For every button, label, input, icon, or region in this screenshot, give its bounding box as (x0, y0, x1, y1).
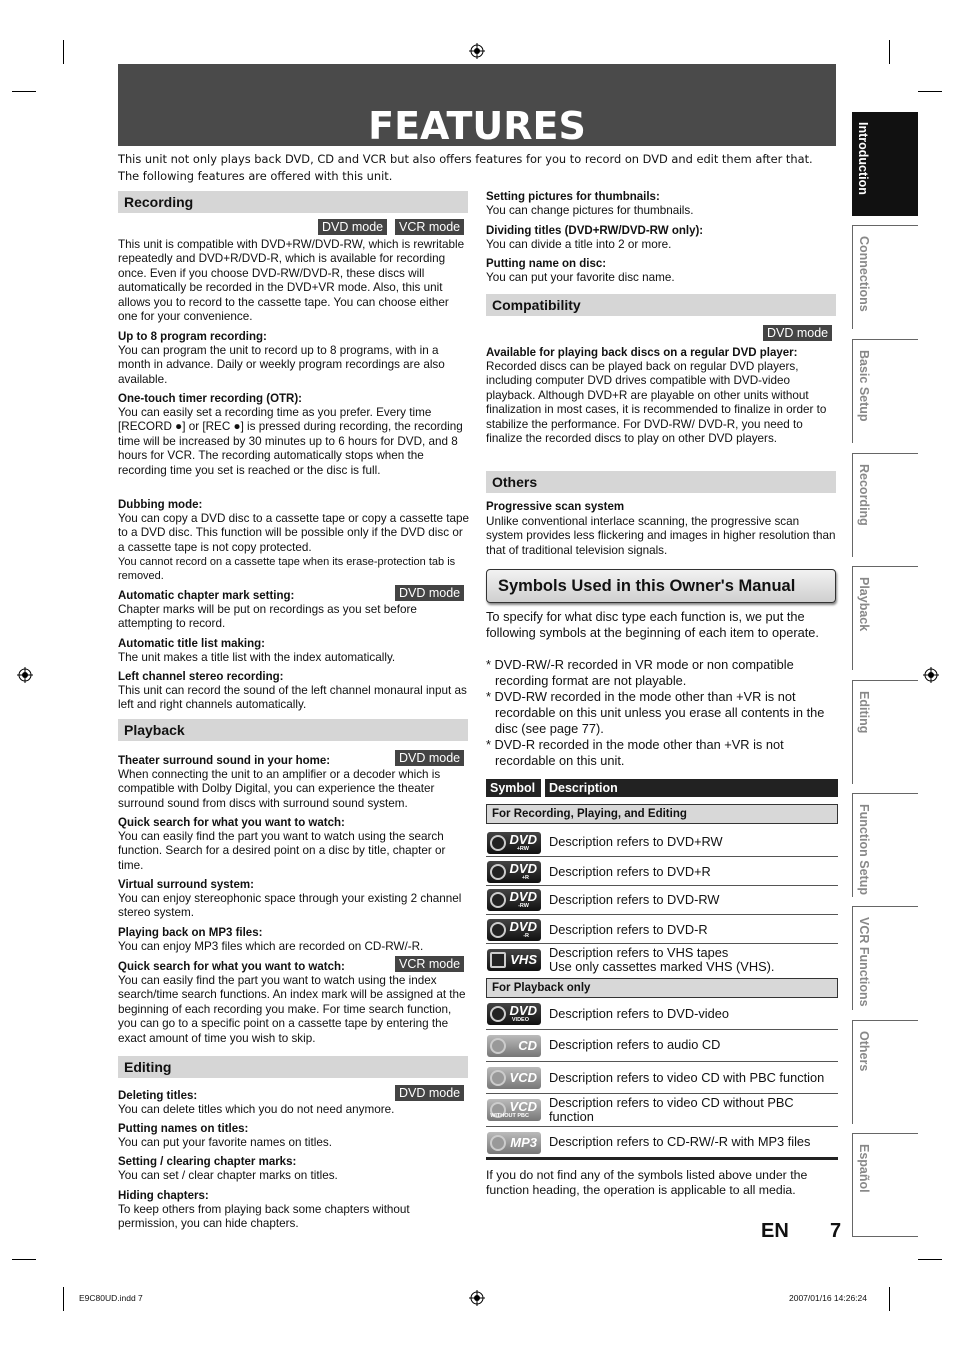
crop-mark (63, 1287, 64, 1311)
feature-title: Quick search for what you want to watch: (118, 817, 345, 829)
dvd-mode-badge: DVD mode (763, 325, 832, 341)
table-row (486, 944, 838, 977)
feature-body: You can set / clear chapter marks on titles. (118, 1169, 338, 1182)
audio-cd-icon: CD (487, 1035, 541, 1057)
crop-mark (918, 1259, 942, 1260)
tab-playback[interactable]: Playback (852, 566, 918, 670)
feature-body: You can enjoy stereophonic space through your existing 2 channel stereo system. (118, 892, 462, 920)
symbol-column-header: Symbol (486, 779, 541, 797)
symbols-note: * DVD-R recorded in the mode other than +VR is not recordable on this unit. (486, 737, 784, 768)
feature-title: Dubbing mode: (118, 499, 203, 511)
feature-title: Progressive scan system (486, 501, 625, 513)
symbol-description: Description refers to DVD-video (549, 1006, 729, 1021)
feature-title: One-touch timer recording (OTR): (118, 393, 302, 405)
feature-body: You can easily set a recording time as you prefer. Every time [RECORD ●] or [REC ●] is pressed during recording, the recording time will be increased by 30 minutes up to 6 hours for DVD, and 8 hours for VCR. The recording automatically stops when the recording time you set is reached or the disc is full. (118, 406, 463, 477)
feature-title: Playing back on MP3 files: (118, 927, 263, 939)
symbol-description: Description refers to DVD-RW (549, 892, 720, 907)
feature-body: You can change pictures for thumbnails. (486, 204, 694, 217)
table-row (486, 915, 838, 944)
feature-body: This unit can record the sound of the left channel monaural input as left and right channels automatically. (118, 684, 467, 712)
feature-body: You can easily find the part you want to watch using the search function. Search for a desired point on a disc by title, chapter or time. (118, 830, 446, 872)
feature-title: Dividing titles (DVD+RW/DVD-RW only): (486, 225, 704, 237)
symbol-description: Description refers to CD-RW/-R with MP3 files (549, 1134, 811, 1149)
dvd-video-icon: DVD VIDEO (487, 1003, 541, 1025)
feature-body: You can enjoy MP3 files which are recorded on CD-RW/-R. (118, 940, 424, 953)
tab-others[interactable]: Others (852, 1020, 918, 1124)
feature-title: Putting name on disc: (486, 258, 607, 270)
table-row (486, 1127, 838, 1160)
crop-mark (12, 91, 36, 92)
feature-body: To keep others from playing back some chapters without permission, you can hide chapters. (118, 1203, 410, 1231)
symbol-description: Description refers to DVD+R (549, 864, 711, 879)
feature-title: Setting pictures for thumbnails: (486, 191, 660, 203)
feature-body: You can put your favorite names on titles. (118, 1136, 332, 1149)
feature-body: You can divide a title into 2 or more. (486, 238, 672, 251)
section-recording-heading: Recording (118, 191, 468, 213)
mp3-icon: MP3 (487, 1132, 541, 1154)
table-row (486, 828, 838, 857)
feature-body: You can program the unit to record up to 8 programs, with in a month in advance. Daily or weekly program recordings are also available. (118, 344, 445, 386)
video-cd-without-pbc-icon: VCD WITHOUT PBC (487, 1099, 541, 1121)
page-number: 7 (830, 1220, 842, 1242)
vcr-mode-badge: VCR mode (395, 219, 464, 235)
feature-body: The unit makes a title list with the index automatically. (118, 651, 396, 664)
symbol-description: Description refers to VHS tapes (549, 945, 729, 960)
registration-mark-icon (469, 43, 485, 59)
tab-vcr-functions[interactable]: VCR Functions (852, 906, 918, 1010)
symbol-description: Description refers to video CD with PBC function (549, 1070, 825, 1085)
tab-basic-setup[interactable]: Basic Setup (852, 339, 918, 443)
video-cd-icon: VCD (487, 1067, 541, 1089)
feature-body: When connecting the unit to an amplifier or a decoder which is compatible with Dolby Digital, you can experience the theater surround sound from discs with surround sound system. (118, 768, 441, 810)
feature-note: You cannot record on a cassette tape when its erase-protection tab is removed. (118, 556, 456, 583)
dvd-plus-rw-icon: DVD +RW (487, 832, 541, 854)
symbols-note: * DVD-RW/-R recorded in VR mode or non compatible recording format are not playable. (486, 657, 794, 688)
print-date: 2007/01/16 14:26:24 (789, 1293, 867, 1303)
symbol-description: Description refers to DVD+RW (549, 834, 723, 849)
intro-line-1: This unit not only plays back DVD, CD and VCR but also offers features for you to record on DVD and edit them after that. (118, 152, 813, 166)
dvd-mode-badge: DVD mode (318, 219, 387, 235)
file-name: E9C80UD.indd 7 (79, 1293, 143, 1303)
feature-body: Unlike conventional interlace scanning, the progressive scan system provides less flickering and images in higher resolution than that of traditional television signals. (486, 515, 836, 557)
symbol-description: Description refers to DVD-R (549, 922, 708, 937)
vhs-icon: VHS (487, 949, 541, 971)
feature-title: Virtual surround system: (118, 879, 254, 891)
table-row (486, 857, 838, 886)
feature-body: You can easily find the part you want to watch using the index search/time search functions. An index mark will be assigned at the beginning of each recording you make. For time search function, you can go to a specific point on a cassette tape by entering the exact amount of time you wish to skip. (118, 974, 466, 1045)
symbols-footer-note: If you do not find any of the symbols listed above under the function heading, the operation is applicable to all media. (486, 1168, 808, 1197)
tab-connections[interactable]: Connections (852, 225, 918, 329)
intro-line-2: The following features are offered with this unit. (118, 169, 393, 183)
vcr-mode-badge: VCR mode (395, 956, 464, 972)
symbol-description: Description refers to audio CD (549, 1037, 721, 1052)
feature-title: Available for playing back discs on a regular DVD player: (486, 347, 798, 359)
symbols-note: * DVD-RW recorded in the mode other than +VR is not recordable on this unit unless you erase all contents in the disc (see page 77). (486, 689, 825, 736)
registration-mark-icon (469, 1290, 485, 1306)
tab-introduction[interactable]: Introduction (852, 112, 918, 216)
crop-mark (889, 1287, 890, 1311)
recording-intro: This unit is compatible with DVD+RW/DVD-RW, which is rewritable repeatedly and DVD+R/DVD-R, which is available for recording once. Even if you choose DVD-RW/DVD-R, these discs will automatically be recorded in the DVD+VR mode. Also, this unit allows you to record to the cassette tape. You can choose either one for your convenience. (118, 238, 465, 324)
table-row (486, 1062, 838, 1094)
feature-title: Putting names on titles: (118, 1123, 249, 1135)
crop-mark (918, 91, 942, 92)
tab-espanol[interactable]: Español (852, 1133, 918, 1237)
registration-mark-icon (17, 667, 33, 683)
feature-title: Left channel stereo recording: (118, 671, 284, 683)
feature-body: You can put your favorite disc name. (486, 271, 675, 284)
crop-mark (889, 40, 890, 64)
table-row (486, 1030, 838, 1062)
feature-title: Hiding chapters: (118, 1190, 209, 1202)
description-column-header: Description (545, 779, 838, 797)
feature-body: You can delete titles which you do not need anymore. (118, 1103, 395, 1116)
symbols-heading: Symbols Used in this Owner's Manual (486, 569, 836, 603)
section-compatibility-heading: Compatibility (486, 294, 836, 316)
tab-function-setup[interactable]: Function Setup (852, 793, 918, 897)
feature-title: Quick search for what you want to watch: (118, 961, 345, 973)
feature-title: Up to 8 program recording: (118, 331, 267, 343)
dvd-plus-r-icon: DVD +R (487, 861, 541, 883)
table-group-heading: For Playback only (486, 978, 838, 998)
section-playback-heading: Playback (118, 719, 468, 741)
section-others-heading: Others (486, 471, 836, 493)
tab-recording[interactable]: Recording (852, 453, 918, 557)
feature-title: Theater surround sound in your home: (118, 755, 331, 767)
table-row (486, 1094, 838, 1127)
dvd-mode-badge: DVD mode (395, 585, 464, 601)
crop-mark (63, 40, 64, 64)
page-title: FEATURES (368, 104, 586, 148)
symbols-intro: To specify for what disc type each function is, we put the following symbols at the beginning of each item to operate. (486, 609, 819, 640)
feature-body: You can copy a DVD disc to a cassette tape or copy a cassette tape to a DVD disc. This function will be possible only if the DVD disc or a cassette tape is not copy protected. (118, 512, 470, 554)
dvd-mode-badge: DVD mode (395, 1085, 464, 1101)
symbol-description-note: Use only cassettes marked VHS (VHS). (549, 959, 775, 974)
language-code: EN (761, 1220, 789, 1242)
dvd-minus-rw-icon: DVD -RW (487, 889, 541, 911)
crop-mark (12, 1259, 36, 1260)
registration-mark-icon (923, 667, 939, 683)
feature-title: Deleting titles: (118, 1090, 198, 1102)
feature-body: Recorded discs can be played back on regular DVD players, including computer DVD drives compatible with DVD-video playback. Although DVD+R are playable on other units without finalization in most cases, it is recommended to finalize in order to stabilize the performance. For DVD-RW/ DVD-R, you need to finalize the recorded discs to play on other DVD players. (486, 360, 827, 446)
feature-title: Setting / clearing chapter marks: (118, 1156, 297, 1168)
dvd-mode-badge: DVD mode (395, 750, 464, 766)
intro-text (118, 151, 838, 185)
tab-editing[interactable]: Editing (852, 680, 918, 784)
symbol-description: Description refers to video CD without PBC function (549, 1095, 794, 1124)
section-editing-heading: Editing (118, 1056, 468, 1078)
feature-body: Chapter marks will be put on recordings as you set before attempting to record. (118, 603, 417, 631)
feature-title: Automatic chapter mark setting: (118, 590, 295, 602)
table-row (486, 886, 838, 915)
feature-title: Automatic title list making: (118, 638, 265, 650)
dvd-minus-r-icon: DVD -R (487, 919, 541, 941)
table-group-heading: For Recording, Playing, and Editing (486, 804, 838, 824)
table-row (486, 999, 838, 1030)
